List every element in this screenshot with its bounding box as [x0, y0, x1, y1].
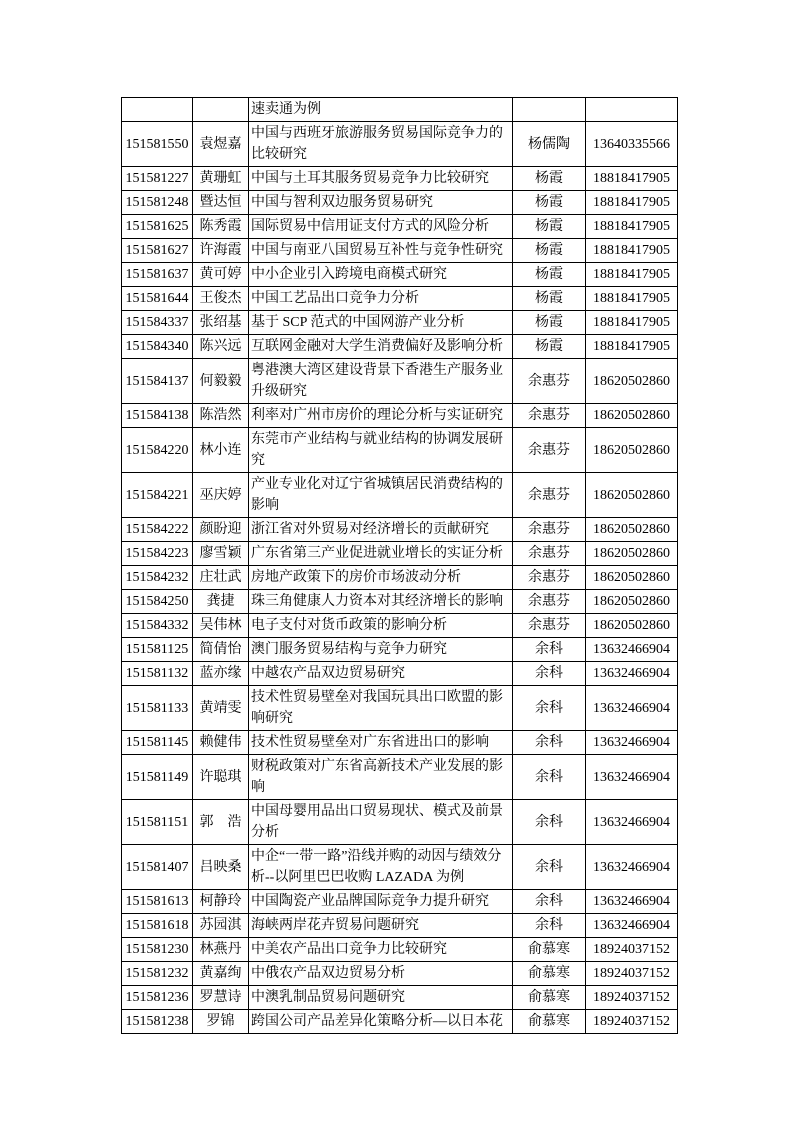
advisor-cell: 余惠芬: [513, 359, 586, 404]
table-row: [122, 473, 678, 518]
table-row: [122, 239, 678, 263]
phone-cell: 13632466904: [586, 890, 678, 914]
student-name-cell: 王俊杰: [193, 287, 249, 311]
student-id-cell: 151581618: [122, 914, 193, 938]
thesis-title-cell: 珠三角健康人力资本对其经济增长的影响: [249, 590, 513, 614]
table-row: [122, 755, 678, 800]
student-id-cell: 151581238: [122, 1010, 193, 1034]
student-name-cell: 蓝亦缘: [193, 662, 249, 686]
table-row: [122, 215, 678, 239]
advisor-cell: 余科: [513, 731, 586, 755]
advisor-cell: 俞慕寒: [513, 962, 586, 986]
thesis-title-cell: 粤港澳大湾区建设背景下香港生产服务业升级研究: [249, 359, 513, 404]
thesis-title-cell: 澳门服务贸易结构与竞争力研究: [249, 638, 513, 662]
student-id-cell: 151581407: [122, 845, 193, 890]
phone-cell: 13632466904: [586, 755, 678, 800]
thesis-title-cell: 海峡两岸花卉贸易问题研究: [249, 914, 513, 938]
student-name-cell: 赖健伟: [193, 731, 249, 755]
student-name-cell: 郭 浩: [193, 800, 249, 845]
table-row: [122, 566, 678, 590]
phone-cell: 18620502860: [586, 614, 678, 638]
student-name-cell: 简倩怡: [193, 638, 249, 662]
table-row: [122, 638, 678, 662]
student-name-cell: 陈兴远: [193, 335, 249, 359]
advisor-cell: 杨霞: [513, 215, 586, 239]
phone-cell: 13632466904: [586, 800, 678, 845]
table-row: [122, 845, 678, 890]
advisor-cell: 余科: [513, 800, 586, 845]
phone-cell: 18818417905: [586, 335, 678, 359]
thesis-title-cell: 国际贸易中信用证支付方式的风险分析: [249, 215, 513, 239]
thesis-title-cell: 利率对广州市房价的理论分析与实证研究: [249, 404, 513, 428]
student-id-cell: 151581644: [122, 287, 193, 311]
student-name-cell: 陈秀霞: [193, 215, 249, 239]
table-body: [122, 98, 678, 1034]
thesis-title-cell: 中国工艺品出口竞争力分析: [249, 287, 513, 311]
phone-cell: 18620502860: [586, 590, 678, 614]
table-row: [122, 938, 678, 962]
phone-cell: 13632466904: [586, 914, 678, 938]
phone-cell: 18818417905: [586, 287, 678, 311]
advisor-cell: 余惠芬: [513, 473, 586, 518]
student-id-cell: 151584138: [122, 404, 193, 428]
advisor-cell: 杨霞: [513, 287, 586, 311]
student-name-cell: 罗慧诗: [193, 986, 249, 1010]
student-name-cell: 廖雪颖: [193, 542, 249, 566]
student-id-cell: 151581637: [122, 263, 193, 287]
student-name-cell: 黄可婷: [193, 263, 249, 287]
table-row: [122, 1010, 678, 1034]
student-id-cell: 151581230: [122, 938, 193, 962]
student-id-cell: 151584221: [122, 473, 193, 518]
student-name-cell: 柯静玲: [193, 890, 249, 914]
student-name-cell: 颜盼迎: [193, 518, 249, 542]
thesis-title-cell: 互联网金融对大学生消费偏好及影响分析: [249, 335, 513, 359]
table-row: [122, 800, 678, 845]
student-id-cell: 151584337: [122, 311, 193, 335]
student-id-cell: 151584222: [122, 518, 193, 542]
table-row: [122, 404, 678, 428]
student-id-cell: 151581145: [122, 731, 193, 755]
phone-cell: 18620502860: [586, 566, 678, 590]
advisor-cell: 余惠芬: [513, 542, 586, 566]
phone-cell: 18924037152: [586, 962, 678, 986]
phone-cell: 18818417905: [586, 167, 678, 191]
table-row: [122, 590, 678, 614]
advisor-cell: 余惠芬: [513, 590, 586, 614]
advisor-cell: 杨儒陶: [513, 122, 586, 167]
table-row: [122, 662, 678, 686]
phone-cell: 13632466904: [586, 686, 678, 731]
advisor-cell: 余科: [513, 662, 586, 686]
table-row: [122, 98, 678, 122]
advisor-cell: 余科: [513, 890, 586, 914]
phone-cell: 18620502860: [586, 518, 678, 542]
student-id-cell: 151581550: [122, 122, 193, 167]
advisor-cell: 余惠芬: [513, 518, 586, 542]
advisor-cell: 余惠芬: [513, 404, 586, 428]
thesis-title-cell: 中俄农产品双边贸易分析: [249, 962, 513, 986]
advisor-cell: [513, 98, 586, 122]
student-name-cell: 吴伟林: [193, 614, 249, 638]
student-id-cell: [122, 98, 193, 122]
thesis-title-cell: 中国与南亚八国贸易互补性与竞争性研究: [249, 239, 513, 263]
table-row: [122, 890, 678, 914]
table-row: [122, 731, 678, 755]
student-id-cell: 151581232: [122, 962, 193, 986]
advisor-cell: 余惠芬: [513, 614, 586, 638]
student-id-cell: 151581227: [122, 167, 193, 191]
advisor-cell: 俞慕寒: [513, 1010, 586, 1034]
table-row: [122, 335, 678, 359]
table-row: [122, 167, 678, 191]
thesis-title-cell: 财税政策对广东省高新技术产业发展的影响: [249, 755, 513, 800]
advisor-cell: 杨霞: [513, 167, 586, 191]
table-row: [122, 542, 678, 566]
advisor-cell: 杨霞: [513, 239, 586, 263]
table-row: [122, 191, 678, 215]
phone-cell: 18924037152: [586, 1010, 678, 1034]
student-id-cell: 151584223: [122, 542, 193, 566]
thesis-title-cell: 中国陶瓷产业品牌国际竞争力提升研究: [249, 890, 513, 914]
thesis-title-cell: 跨国公司产品差异化策略分析—以日本花: [249, 1010, 513, 1034]
table-row: [122, 122, 678, 167]
thesis-title-cell: 中企“一带一路”沿线并购的动因与绩效分析--以阿里巴巴收购 LAZADA 为例: [249, 845, 513, 890]
advisor-cell: 余科: [513, 755, 586, 800]
student-name-cell: 黄珊虹: [193, 167, 249, 191]
thesis-title-cell: 东莞市产业结构与就业结构的协调发展研究: [249, 428, 513, 473]
phone-cell: 13632466904: [586, 662, 678, 686]
phone-cell: 13632466904: [586, 845, 678, 890]
thesis-title-cell: 中越农产品双边贸易研究: [249, 662, 513, 686]
student-name-cell: 张绍基: [193, 311, 249, 335]
thesis-title-cell: 技术性贸易壁垒对我国玩具出口欧盟的影响研究: [249, 686, 513, 731]
advisor-cell: 杨霞: [513, 263, 586, 287]
phone-cell: 13632466904: [586, 638, 678, 662]
student-id-cell: 151581613: [122, 890, 193, 914]
thesis-title-cell: 中美农产品出口竞争力比较研究: [249, 938, 513, 962]
thesis-title-cell: 中小企业引入跨境电商模式研究: [249, 263, 513, 287]
student-name-cell: 龚捷: [193, 590, 249, 614]
student-name-cell: 吕映桑: [193, 845, 249, 890]
phone-cell: 18620502860: [586, 542, 678, 566]
table-row: [122, 914, 678, 938]
student-id-cell: 151584340: [122, 335, 193, 359]
student-name-cell: 林燕丹: [193, 938, 249, 962]
table-row: [122, 311, 678, 335]
phone-cell: 18818417905: [586, 191, 678, 215]
student-name-cell: 暨达恒: [193, 191, 249, 215]
advisor-cell: 杨霞: [513, 191, 586, 215]
thesis-title-cell: 速卖通为例: [249, 98, 513, 122]
phone-cell: [586, 98, 678, 122]
student-name-cell: 庄壮武: [193, 566, 249, 590]
phone-cell: 18924037152: [586, 938, 678, 962]
student-id-cell: 151584137: [122, 359, 193, 404]
phone-cell: 18818417905: [586, 311, 678, 335]
student-name-cell: 林小连: [193, 428, 249, 473]
thesis-title-cell: 中国母婴用品出口贸易现状、模式及前景分析: [249, 800, 513, 845]
student-id-cell: 151581132: [122, 662, 193, 686]
advisor-cell: 余科: [513, 638, 586, 662]
student-name-cell: 黄嘉绚: [193, 962, 249, 986]
student-name-cell: 黄靖雯: [193, 686, 249, 731]
thesis-assignment-table: [121, 97, 678, 1034]
phone-cell: 13632466904: [586, 731, 678, 755]
student-id-cell: 151584232: [122, 566, 193, 590]
phone-cell: 18924037152: [586, 986, 678, 1010]
student-name-cell: 罗锦: [193, 1010, 249, 1034]
phone-cell: 18620502860: [586, 473, 678, 518]
student-id-cell: 151581236: [122, 986, 193, 1010]
table-row: [122, 359, 678, 404]
table-row: [122, 518, 678, 542]
student-name-cell: 袁煜嘉: [193, 122, 249, 167]
table-row: [122, 287, 678, 311]
thesis-title-cell: 浙江省对外贸易对经济增长的贡献研究: [249, 518, 513, 542]
student-id-cell: 151581151: [122, 800, 193, 845]
table-row: [122, 428, 678, 473]
advisor-cell: 余惠芬: [513, 428, 586, 473]
student-name-cell: 何毅毅: [193, 359, 249, 404]
thesis-title-cell: 电子支付对货币政策的影响分析: [249, 614, 513, 638]
phone-cell: 18818417905: [586, 263, 678, 287]
phone-cell: 18620502860: [586, 359, 678, 404]
phone-cell: 13640335566: [586, 122, 678, 167]
table-row: [122, 263, 678, 287]
thesis-title-cell: 广东省第三产业促进就业增长的实证分析: [249, 542, 513, 566]
phone-cell: 18818417905: [586, 239, 678, 263]
student-id-cell: 151581248: [122, 191, 193, 215]
advisor-cell: 余科: [513, 686, 586, 731]
advisor-cell: 俞慕寒: [513, 938, 586, 962]
student-id-cell: 151581149: [122, 755, 193, 800]
student-id-cell: 151581125: [122, 638, 193, 662]
table-row: [122, 986, 678, 1010]
student-name-cell: 许聪琪: [193, 755, 249, 800]
phone-cell: 18620502860: [586, 404, 678, 428]
thesis-title-cell: 中国与土耳其服务贸易竞争力比较研究: [249, 167, 513, 191]
thesis-title-cell: 基于 SCP 范式的中国网游产业分析: [249, 311, 513, 335]
student-name-cell: 巫庆婷: [193, 473, 249, 518]
table-row: [122, 962, 678, 986]
student-id-cell: 151584220: [122, 428, 193, 473]
thesis-title-cell: 产业专业化对辽宁省城镇居民消费结构的影响: [249, 473, 513, 518]
advisor-cell: 余科: [513, 845, 586, 890]
thesis-title-cell: 中国与西班牙旅游服务贸易国际竞争力的比较研究: [249, 122, 513, 167]
advisor-cell: 俞慕寒: [513, 986, 586, 1010]
student-name-cell: 苏园淇: [193, 914, 249, 938]
advisor-cell: 余科: [513, 914, 586, 938]
student-name-cell: [193, 98, 249, 122]
phone-cell: 18818417905: [586, 215, 678, 239]
thesis-title-cell: 中澳乳制品贸易问题研究: [249, 986, 513, 1010]
phone-cell: 18620502860: [586, 428, 678, 473]
student-name-cell: 许海霞: [193, 239, 249, 263]
student-id-cell: 151584332: [122, 614, 193, 638]
student-id-cell: 151581625: [122, 215, 193, 239]
table-row: [122, 686, 678, 731]
advisor-cell: 余惠芬: [513, 566, 586, 590]
student-name-cell: 陈浩然: [193, 404, 249, 428]
student-id-cell: 151581627: [122, 239, 193, 263]
advisor-cell: 杨霞: [513, 311, 586, 335]
thesis-title-cell: 中国与智利双边服务贸易研究: [249, 191, 513, 215]
thesis-title-cell: 房地产政策下的房价市场波动分析: [249, 566, 513, 590]
table-row: [122, 614, 678, 638]
student-id-cell: 151584250: [122, 590, 193, 614]
advisor-cell: 杨霞: [513, 335, 586, 359]
student-id-cell: 151581133: [122, 686, 193, 731]
thesis-title-cell: 技术性贸易壁垒对广东省进出口的影响: [249, 731, 513, 755]
